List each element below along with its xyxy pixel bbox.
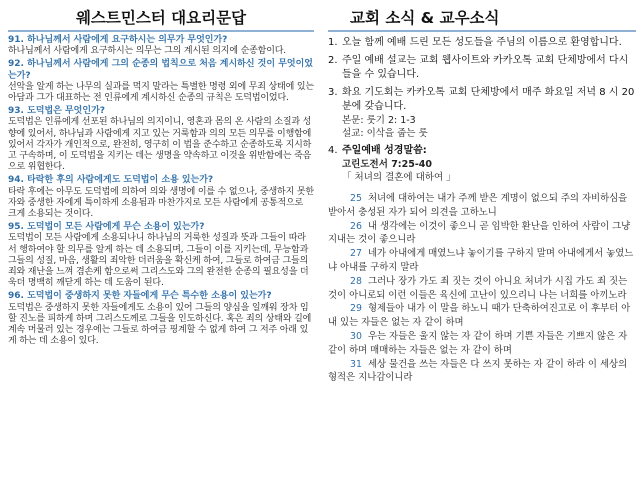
announcement-text: 화요 기도회는 카카오톡 교회 단체방에서 매주 화요일 저녁 8 시 20 분에 갖습니다. (342, 87, 635, 112)
catechism-title: 웨스트민스터 대요리문답 (8, 4, 314, 32)
scripture-heading: 「 처녀의 결혼에 대하여 」 (342, 172, 456, 183)
answer-text: 선악을 알게 하는 나무의 실과를 먹지 말라는 특별한 명령 외에 무죄 상태에 있는 아담과 그가 대표하는 전 인류에게 계시하신 순종의 규칙은 도덕법이었다. (8, 81, 314, 104)
verse-number: 27 (350, 248, 362, 260)
question-heading: 95. 도덕법이 모든 사람에게 무슨 소용이 있는가? (8, 222, 205, 233)
question-heading: 92. 하나님께서 사람에게 그의 순종의 법칙으로 처음 계시하신 것이 무엇이었는가? (8, 59, 313, 81)
question-93 (8, 106, 314, 173)
announcement-text: 주일예배 성경말씀: (342, 145, 427, 156)
verse-number: 29 (350, 303, 362, 315)
answer-text: 도덕법은 인류에게 선포된 하나님의 의지이니, 영혼과 몸의 온 사람의 소질과 성향에 있어서, 하나님과 사람에게 지고 있는 거룩함과 의의 모든 의무를 이행함에 있어서 각자가 개인적으로, 완전히, 영구히 이 법을 준수하고 순종하도록 지시하고 구속하며, 이 도덕법을 지키는 데는 생명을 약속하고 이것을 위반함에는 죽음으로 위협한다. (8, 117, 312, 173)
verse (328, 302, 636, 330)
question-96 (8, 291, 314, 347)
answer-text: 타락 후에는 아무도 도덕법에 의하여 의와 생명에 이를 수 없으나, 중생하지 못한 자와 중생한 자에게 특이하게 소용됨과 마찬가지로 모든 사람에게 공통적으로 크게 소용되는 것이다. (8, 186, 314, 220)
announcement-body (342, 86, 636, 140)
verse-text: 그러나 장가 가도 죄 짓는 것이 아니요 처녀가 시집 가도 죄 짓는 것이 아니로되 이런 이들은 육신에 고난이 있으리니 나는 너희를 아끼노라 (328, 275, 628, 301)
announcement-number: 2. (328, 55, 338, 66)
answer-text: 하나님께서 사람에게 요구하시는 의무는 그의 계시된 의지에 순종함이다. (8, 46, 287, 57)
verse-number: 26 (350, 220, 362, 232)
scripture-reference: 고린도전서 7:25-40 (342, 159, 432, 170)
verse-number: 25 (350, 193, 362, 204)
announcement-text: 주일 예배 설교는 교회 웹사이트와 카카오톡 교회 단체방에서 다시 들을 수 있습니다. (342, 55, 629, 80)
verse-text: 형제들아 내가 이 말을 하노니 때가 단축하여진고로 이 후부터 아내 있는 자들은 없는 자 같이 하며 (328, 303, 631, 329)
answer-text: 도덕법이 모든 사람에게 소용되나니 하나님의 거룩한 성질과 뜻과 그들이 따라서 행하여야 할 의무를 알게 하는 데 소용되며, 그들이 이를 지키는데, 무능함과 그들의 성질, 마음, 생활의 죄악한 더러움을 확신케 하여, 그들로 하여금 그들의 죄와 재난을 느껴 겸손케 함으로써 그리스도와 그의 완전한 순종의 필요성을 더욱더 명백히 깨닫게 하는 데 도움이 된다. (8, 233, 309, 289)
question-heading: 96. 도덕법이 중생하지 못한 자들에게 무슨 특수한 소용이 있는가? (8, 291, 272, 302)
verse (328, 192, 636, 220)
verse-text: 우는 자들은 울지 않는 자 같이 하며 기쁜 자들은 기쁘지 않은 자 같이 하며 매매하는 자들은 없는 자 같이 하며 (328, 330, 628, 356)
verse (328, 358, 636, 386)
announcement-list (328, 36, 636, 184)
announcement-text: 오늘 함께 예배 드린 모든 성도들을 주님의 이름으로 환영합니다. (342, 37, 622, 48)
answer-text: 도덕법은 중생하지 못한 자들에게도 소용이 있어 그들의 양심을 일깨워 장차 임할 진노를 피하게 하며 그리스도께로 그들을 인도하신다. 혹은 죄의 상태와 길에 계속 머물러 있는 경우에는 그들로 하여금 핑계할 수 없게 하여 그 저주 아래 있게 하는 데 소용이 있다. (8, 302, 312, 347)
sermon-passage: 본문: 룻기 2: 1-3 (342, 115, 416, 126)
announcement-item (328, 54, 636, 82)
verse-text: 내 생각에는 이것이 좋으니 곧 임박한 환난을 인하여 사람이 그냥 지내는 것이 좋으니라 (328, 220, 631, 246)
verse (328, 330, 636, 358)
question-heading: 94. 타락한 후의 사람에게도 도덕법이 소용 있는가? (8, 175, 214, 186)
announcement-item (328, 36, 636, 50)
verse-number: 28 (350, 275, 362, 287)
question-94 (8, 175, 314, 220)
verse-text: 네가 아내에게 매였느냐 놓이기를 구하지 말며 아내에게서 놓였느냐 아내를 구하지 말라 (328, 248, 634, 273)
question-heading: 93. 도덕법은 무엇인가? (8, 106, 105, 117)
sermon-title: 설교: 이삭을 줍는 룻 (342, 128, 428, 139)
verse-text: 처녀에 대하여는 내가 주께 받은 계명이 없으되 주의 자비하심을 받아서 충성된 자가 되어 의견을 고하노니 (328, 193, 628, 218)
verse-text: 세상 물건을 쓰는 자들은 다 쓰지 못하는 자 같이 하라 이 세상의 형적은 지나감이니라 (328, 358, 628, 384)
question-95 (8, 222, 314, 289)
news-column (320, 0, 640, 495)
verse-number: 31 (350, 358, 362, 370)
verse (328, 275, 636, 303)
announcement-item (328, 144, 636, 184)
question-heading: 91. 하나님께서 사람에게 요구하시는 의무가 무엇인가? (8, 35, 228, 45)
announcement-item (328, 86, 636, 140)
announcement-number: 1. (328, 37, 338, 48)
question-91 (8, 35, 314, 57)
scripture-passage (328, 192, 636, 385)
announcement-body (342, 144, 636, 184)
news-title: 교회 소식 & 교우소식 (328, 4, 636, 32)
verse-number: 30 (350, 330, 362, 342)
question-92 (8, 59, 314, 104)
verse (328, 220, 636, 248)
announcement-number: 4. (328, 145, 338, 156)
announcement-number: 3. (328, 87, 338, 98)
verse (328, 247, 636, 275)
